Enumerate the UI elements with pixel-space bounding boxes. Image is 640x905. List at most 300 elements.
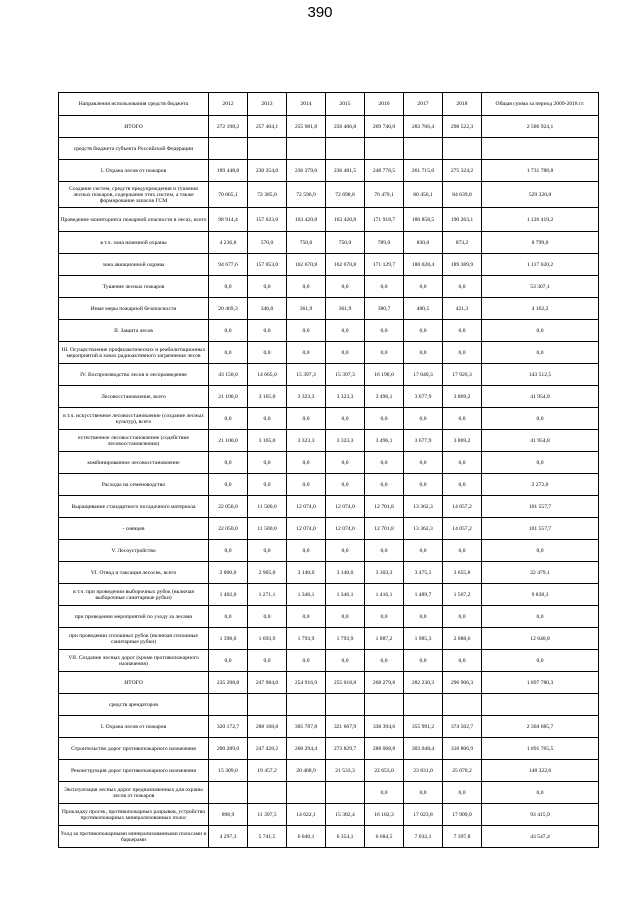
row-value-cell: 17 023,8: [404, 804, 443, 826]
row-total-cell: 0,0: [482, 320, 599, 342]
row-value-cell: 0,0: [404, 452, 443, 474]
row-total-cell: 143 512,5: [482, 364, 599, 386]
row-value-cell: 275 324,2: [443, 160, 482, 182]
table-row: [59, 474, 599, 496]
row-value-cell: 421,3: [443, 298, 482, 320]
row-value-cell: 72 698,8: [326, 182, 365, 208]
row-value-cell: 14 622,1: [287, 804, 326, 826]
row-total-cell: 0,0: [482, 782, 599, 804]
row-value-cell: 190 263,1: [443, 208, 482, 232]
table-body: [59, 116, 599, 848]
table-row: [59, 232, 599, 254]
row-value-cell: 296 906,3: [443, 672, 482, 694]
row-value-cell: 98 914,4: [209, 208, 248, 232]
row-value-cell: [365, 138, 404, 160]
row-value-cell: 13 362,3: [404, 518, 443, 540]
table-row: [59, 738, 599, 760]
row-value-cell: 70 065,1: [209, 182, 248, 208]
row-total-cell: 1 117 620,2: [482, 254, 599, 276]
row-label: Создание систем, средств предупреждения и тушения лесных пожаров, содержание этих систем, а также формирование запасов ГСМ: [59, 182, 209, 208]
row-total-cell: [482, 138, 599, 160]
row-value-cell: 0,0: [248, 408, 287, 430]
row-value-cell: [404, 138, 443, 160]
row-value-cell: 6 040,1: [287, 826, 326, 848]
row-value-cell: 0,0: [287, 474, 326, 496]
row-value-cell: 15 309,0: [209, 760, 248, 782]
row-value-cell: 16 198,0: [365, 364, 404, 386]
row-total-cell: 4 162,2: [482, 298, 599, 320]
row-value-cell: 1 346,1: [326, 584, 365, 606]
row-value-cell: 236 481,5: [326, 160, 365, 182]
row-label: - сеянцев: [59, 518, 209, 540]
table-row: [59, 672, 599, 694]
row-value-cell: 7 397,8: [443, 826, 482, 848]
row-value-cell: 22 653,0: [365, 760, 404, 782]
row-total-cell: [482, 694, 599, 716]
row-value-cell: 256 406,8: [326, 116, 365, 138]
row-total-cell: 0,0: [482, 606, 599, 628]
row-value-cell: 171 129,7: [365, 254, 404, 276]
row-value-cell: 0,0: [404, 606, 443, 628]
row-label: Лесовосстановление, всего: [59, 386, 209, 408]
row-total-cell: 148 322,6: [482, 760, 599, 782]
row-value-cell: 3 475,1: [404, 562, 443, 584]
row-value-cell: 1 271,1: [248, 584, 287, 606]
table-row: [59, 254, 599, 276]
row-value-cell: 247 984,0: [248, 672, 287, 694]
row-label: при проведении сплошных рубок (включая сплошные санитарные рубки): [59, 628, 209, 650]
row-label: в т.ч. зона наземной охраны: [59, 232, 209, 254]
row-total-cell: 41 954,8: [482, 386, 599, 408]
table-row: [59, 408, 599, 430]
table-row: [59, 208, 599, 232]
row-value-cell: 260 294,4: [287, 738, 326, 760]
row-value-cell: 248 778,5: [365, 160, 404, 182]
row-value-cell: 189 448,8: [209, 160, 248, 182]
row-value-cell: 355 991,2: [404, 716, 443, 738]
row-value-cell: 1 416,1: [365, 584, 404, 606]
row-label: Тушение лесных пожаров: [59, 276, 209, 298]
row-value-cell: 1 693,9: [248, 628, 287, 650]
row-value-cell: 162 670,8: [287, 254, 326, 276]
row-value-cell: 3 140,0: [287, 562, 326, 584]
row-value-cell: 4 236,8: [209, 232, 248, 254]
row-value-cell: 0,0: [365, 474, 404, 496]
table-row: [59, 826, 599, 848]
row-value-cell: 17 926,3: [443, 364, 482, 386]
row-value-cell: 269 740,0: [365, 116, 404, 138]
row-label: ИТОГО: [59, 116, 209, 138]
row-value-cell: 298 522,3: [443, 116, 482, 138]
row-value-cell: 3 869,2: [443, 386, 482, 408]
row-value-cell: 3 869,2: [443, 430, 482, 452]
row-value-cell: 0,0: [404, 342, 443, 364]
row-value-cell: 11 500,0: [248, 496, 287, 518]
row-total-cell: 1 891 765,5: [482, 738, 599, 760]
row-value-cell: 0,0: [404, 276, 443, 298]
row-value-cell: 22 050,0: [209, 518, 248, 540]
row-total-cell: 41 954,8: [482, 430, 599, 452]
row-value-cell: 374 502,7: [443, 716, 482, 738]
row-value-cell: 255 981,8: [287, 116, 326, 138]
row-value-cell: 338 394,6: [365, 716, 404, 738]
row-value-cell: 0,0: [443, 276, 482, 298]
row-value-cell: 4 297,3: [209, 826, 248, 848]
row-value-cell: 1 489,7: [404, 584, 443, 606]
row-value-cell: 12 074,0: [287, 518, 326, 540]
row-value-cell: 380,7: [365, 298, 404, 320]
row-value-cell: 19 457,2: [248, 760, 287, 782]
row-value-cell: 0,0: [209, 452, 248, 474]
row-value-cell: 0,0: [209, 650, 248, 672]
row-value-cell: 873,2: [443, 232, 482, 254]
row-value-cell: 76 479,1: [365, 182, 404, 208]
row-value-cell: 12 701,8: [365, 518, 404, 540]
row-value-cell: 14 665,0: [248, 364, 287, 386]
table-row: [59, 364, 599, 386]
row-value-cell: 0,0: [443, 474, 482, 496]
row-value-cell: 3 323,3: [326, 386, 365, 408]
row-value-cell: 25 070,2: [443, 760, 482, 782]
table-row: [59, 584, 599, 606]
row-total-cell: 22 479,1: [482, 562, 599, 584]
table-row: [59, 782, 599, 804]
row-total-cell: 1 731 788,8: [482, 160, 599, 182]
row-value-cell: 0,0: [287, 606, 326, 628]
row-value-cell: 0,0: [326, 540, 365, 562]
row-value-cell: 3 655,8: [443, 562, 482, 584]
row-value-cell: 320 172,7: [209, 716, 248, 738]
row-value-cell: 20 468,9: [287, 760, 326, 782]
row-value-cell: 12 074,0: [326, 518, 365, 540]
row-value-cell: 3 496,1: [365, 386, 404, 408]
row-value-cell: 0,0: [248, 276, 287, 298]
row-value-cell: 288 068,8: [365, 738, 404, 760]
row-value-cell: 750,0: [326, 232, 365, 254]
page-number: 390: [307, 4, 333, 21]
row-label: при проведении мероприятий по уходу за лесами: [59, 606, 209, 628]
row-value-cell: 303 048,4: [404, 738, 443, 760]
row-label: I. Охрана лесов от пожаров: [59, 160, 209, 182]
row-total-cell: 2 272,0: [482, 474, 599, 496]
row-label: II. Защита лесов: [59, 320, 209, 342]
row-value-cell: 2 965,0: [248, 562, 287, 584]
header-year-2015: 2015: [326, 93, 365, 116]
row-value-cell: 84 639,8: [443, 182, 482, 208]
row-value-cell: 361,9: [326, 298, 365, 320]
row-value-cell: 2 800,0: [209, 562, 248, 584]
row-label: Строительство дорог противопожарного назначения: [59, 738, 209, 760]
row-value-cell: 254 916,9: [287, 672, 326, 694]
table-row: [59, 116, 599, 138]
row-total-cell: 93 415,9: [482, 804, 599, 826]
row-total-cell: 53 307,1: [482, 276, 599, 298]
row-value-cell: 272 198,2: [209, 116, 248, 138]
row-value-cell: [326, 694, 365, 716]
row-value-cell: 17 040,3: [404, 364, 443, 386]
row-value-cell: [365, 694, 404, 716]
row-value-cell: 0,0: [404, 408, 443, 430]
row-value-cell: [443, 138, 482, 160]
row-value-cell: [287, 694, 326, 716]
row-value-cell: 3 677,9: [404, 430, 443, 452]
row-value-cell: 282 230,3: [404, 672, 443, 694]
row-value-cell: 3 165,0: [248, 430, 287, 452]
row-value-cell: 3 303,3: [365, 562, 404, 584]
row-value-cell: 189 389,9: [443, 254, 482, 276]
row-label: средств арендаторов: [59, 694, 209, 716]
row-value-cell: 0,0: [365, 342, 404, 364]
row-label: V. Лесоустройство: [59, 540, 209, 562]
row-value-cell: 0,0: [443, 540, 482, 562]
row-value-cell: [443, 694, 482, 716]
table-row: [59, 320, 599, 342]
row-value-cell: 0,0: [209, 342, 248, 364]
row-value-cell: 3 323,3: [287, 386, 326, 408]
row-value-cell: 0,0: [287, 320, 326, 342]
row-value-cell: 318 806,9: [443, 738, 482, 760]
row-value-cell: 0,0: [365, 408, 404, 430]
row-value-cell: 0,0: [287, 342, 326, 364]
row-total-cell: 1 897 780,3: [482, 672, 599, 694]
row-total-cell: 529 320,8: [482, 182, 599, 208]
row-label: Уход за противопожарными минерализованными полосами и барьерами: [59, 826, 209, 848]
row-value-cell: 0,0: [326, 408, 365, 430]
table-row: [59, 430, 599, 452]
row-value-cell: 0,0: [209, 320, 248, 342]
row-value-cell: 11 397,5: [248, 804, 287, 826]
row-label: Проведение мониторинга пожарной опасности в лесах, всего: [59, 208, 209, 232]
row-value-cell: 750,0: [287, 232, 326, 254]
row-value-cell: 1 567,2: [443, 584, 482, 606]
row-value-cell: [248, 694, 287, 716]
row-total-cell: 8 799,0: [482, 232, 599, 254]
row-value-cell: 12 074,0: [326, 496, 365, 518]
row-value-cell: 3 323,3: [326, 430, 365, 452]
row-value-cell: 0,0: [443, 782, 482, 804]
row-total-cell: 101 557,7: [482, 518, 599, 540]
row-value-cell: 20 469,3: [209, 298, 248, 320]
table-row: [59, 342, 599, 364]
row-value-cell: [209, 694, 248, 716]
row-value-cell: 305 787,8: [287, 716, 326, 738]
row-value-cell: 80 456,1: [404, 182, 443, 208]
row-total-cell: 2 304 685,7: [482, 716, 599, 738]
table-row: [59, 804, 599, 826]
row-label: в т.ч. при проведении выборочных рубок (включая выборочные санитарные рубки): [59, 584, 209, 606]
row-value-cell: 157 623,0: [248, 208, 287, 232]
row-value-cell: 0,0: [404, 650, 443, 672]
row-total-cell: 2 586 924,1: [482, 116, 599, 138]
row-value-cell: 43 150,0: [209, 364, 248, 386]
row-value-cell: 0,0: [443, 606, 482, 628]
row-value-cell: 0,0: [365, 782, 404, 804]
table-row: [59, 276, 599, 298]
row-value-cell: [287, 782, 326, 804]
row-value-cell: 0,0: [287, 276, 326, 298]
row-value-cell: 94 677,6: [209, 254, 248, 276]
row-label: Выращивание стандартного посадочного материала: [59, 496, 209, 518]
row-value-cell: 283 766,4: [404, 116, 443, 138]
row-value-cell: 0,0: [326, 320, 365, 342]
row-label: IV. Воспроизводство лесов и лесоразведение: [59, 364, 209, 386]
row-value-cell: 7 032,1: [404, 826, 443, 848]
row-label: Расходы на семеноводство: [59, 474, 209, 496]
row-value-cell: 235 398,8: [209, 672, 248, 694]
row-value-cell: 0,0: [248, 650, 287, 672]
row-label: комбинированное лесовосстановление: [59, 452, 209, 474]
row-total-cell: 0,0: [482, 540, 599, 562]
row-value-cell: 14 057,2: [443, 496, 482, 518]
row-total-cell: 1 126 419,2: [482, 208, 599, 232]
row-value-cell: 0,0: [326, 342, 365, 364]
row-value-cell: 3 165,0: [248, 386, 287, 408]
row-value-cell: 200 289,0: [209, 738, 248, 760]
row-value-cell: 6 354,1: [326, 826, 365, 848]
row-value-cell: 12 701,8: [365, 496, 404, 518]
row-value-cell: 789,0: [365, 232, 404, 254]
row-value-cell: 180 858,5: [404, 208, 443, 232]
row-label: III. Осуществление профилактических и реабилитационных мероприятий в зонах радиоактивного загрязнения лесов: [59, 342, 209, 364]
row-value-cell: 163 420,8: [326, 208, 365, 232]
row-value-cell: 0,0: [248, 474, 287, 496]
row-value-cell: 0,0: [248, 606, 287, 628]
row-value-cell: 0,0: [443, 408, 482, 430]
row-value-cell: [209, 782, 248, 804]
row-label: Реконструкция дорог противопожарного назначения: [59, 760, 209, 782]
row-value-cell: 0,0: [365, 276, 404, 298]
row-value-cell: 15 382,4: [326, 804, 365, 826]
table-row: [59, 760, 599, 782]
row-value-cell: 162 670,8: [326, 254, 365, 276]
row-value-cell: 0,0: [443, 650, 482, 672]
row-value-cell: 3 140,0: [326, 562, 365, 584]
row-label: зона авиационной охраны: [59, 254, 209, 276]
row-value-cell: 21 533,3: [326, 760, 365, 782]
row-label: I. Охрана лесов от пожаров: [59, 716, 209, 738]
row-value-cell: 0,0: [287, 452, 326, 474]
row-value-cell: 12 074,0: [287, 496, 326, 518]
row-value-cell: 0,0: [287, 650, 326, 672]
row-value-cell: 400,5: [404, 298, 443, 320]
row-total-cell: 0,0: [482, 408, 599, 430]
row-value-cell: 898,9: [209, 804, 248, 826]
row-value-cell: 21 100,0: [209, 386, 248, 408]
row-value-cell: 0,0: [248, 452, 287, 474]
row-value-cell: 0,0: [209, 474, 248, 496]
row-value-cell: 0,0: [365, 650, 404, 672]
row-value-cell: 180 028,4: [404, 254, 443, 276]
row-label: ИТОГО: [59, 672, 209, 694]
table-row: [59, 606, 599, 628]
row-value-cell: 3 496,1: [365, 430, 404, 452]
table-row: [59, 138, 599, 160]
table-row: [59, 160, 599, 182]
row-value-cell: 0,0: [326, 474, 365, 496]
row-value-cell: 0,0: [326, 606, 365, 628]
row-value-cell: 15 397,3: [326, 364, 365, 386]
row-value-cell: [248, 138, 287, 160]
row-value-cell: 288 168,8: [248, 716, 287, 738]
row-value-cell: 1 398,0: [209, 628, 248, 650]
row-value-cell: 273 829,7: [326, 738, 365, 760]
table-row: [59, 452, 599, 474]
row-label: естественное лесовосстановление (содействие лесовосстановлению): [59, 430, 209, 452]
row-value-cell: [326, 138, 365, 160]
row-value-cell: 0,0: [287, 540, 326, 562]
row-total-cell: 0,0: [482, 650, 599, 672]
row-value-cell: 0,0: [443, 342, 482, 364]
row-value-cell: 14 057,2: [443, 518, 482, 540]
row-value-cell: 0,0: [209, 540, 248, 562]
row-value-cell: 0,0: [365, 320, 404, 342]
row-value-cell: 11 500,0: [248, 518, 287, 540]
row-value-cell: 0,0: [365, 452, 404, 474]
row-value-cell: 268 279,8: [365, 672, 404, 694]
row-value-cell: 1 402,0: [209, 584, 248, 606]
row-total-cell: 9 838,3: [482, 584, 599, 606]
table-row: [59, 386, 599, 408]
row-value-cell: 0,0: [443, 452, 482, 474]
row-value-cell: 0,0: [209, 606, 248, 628]
row-value-cell: 6 684,5: [365, 826, 404, 848]
row-label: VII. Создание лесных дорог (кроме противопожарного назначения): [59, 650, 209, 672]
row-value-cell: 1 793,9: [287, 628, 326, 650]
row-value-cell: 0,0: [365, 540, 404, 562]
row-value-cell: 163 420,8: [287, 208, 326, 232]
row-total-cell: 0,0: [482, 342, 599, 364]
row-value-cell: 0,0: [404, 782, 443, 804]
table-row: [59, 716, 599, 738]
row-value-cell: 0,0: [326, 276, 365, 298]
row-label: средств бюджета субъекта Российской Федерации: [59, 138, 209, 160]
table-row: [59, 694, 599, 716]
row-value-cell: 72 385,0: [248, 182, 287, 208]
row-value-cell: 1 887,2: [365, 628, 404, 650]
header-year-2012: 2012: [209, 93, 248, 116]
row-value-cell: 0,0: [248, 540, 287, 562]
row-value-cell: 1 793,9: [326, 628, 365, 650]
row-value-cell: 0,0: [209, 276, 248, 298]
row-value-cell: 22 050,0: [209, 496, 248, 518]
header-year-2013: 2013: [248, 93, 287, 116]
row-value-cell: 2 088,6: [443, 628, 482, 650]
row-value-cell: 0,0: [209, 408, 248, 430]
row-value-cell: 0,0: [443, 320, 482, 342]
row-value-cell: 1 985,3: [404, 628, 443, 650]
row-value-cell: 0,0: [404, 474, 443, 496]
row-value-cell: [209, 138, 248, 160]
table-row: [59, 182, 599, 208]
row-value-cell: 257 404,1: [248, 116, 287, 138]
row-label: в т.ч. искусственное лесовосстановление (создание лесных культур), всего: [59, 408, 209, 430]
row-value-cell: 0,0: [326, 452, 365, 474]
table-row: [59, 298, 599, 320]
row-value-cell: 230 354,0: [248, 160, 287, 182]
row-value-cell: 0,0: [248, 342, 287, 364]
row-label: Эксплуатация лесных дорог предназначенных для охраны лесов от пожаров: [59, 782, 209, 804]
row-total-cell: 43 547,4: [482, 826, 599, 848]
table-row: [59, 518, 599, 540]
row-total-cell: 0,0: [482, 452, 599, 474]
row-value-cell: 0,0: [326, 650, 365, 672]
row-value-cell: 0,0: [287, 408, 326, 430]
row-value-cell: 23 831,0: [404, 760, 443, 782]
row-value-cell: 3 323,3: [287, 430, 326, 452]
row-label: VI. Отвод и таксация лесосек, всего: [59, 562, 209, 584]
row-value-cell: 157 053,0: [248, 254, 287, 276]
row-total-cell: 101 557,7: [482, 496, 599, 518]
